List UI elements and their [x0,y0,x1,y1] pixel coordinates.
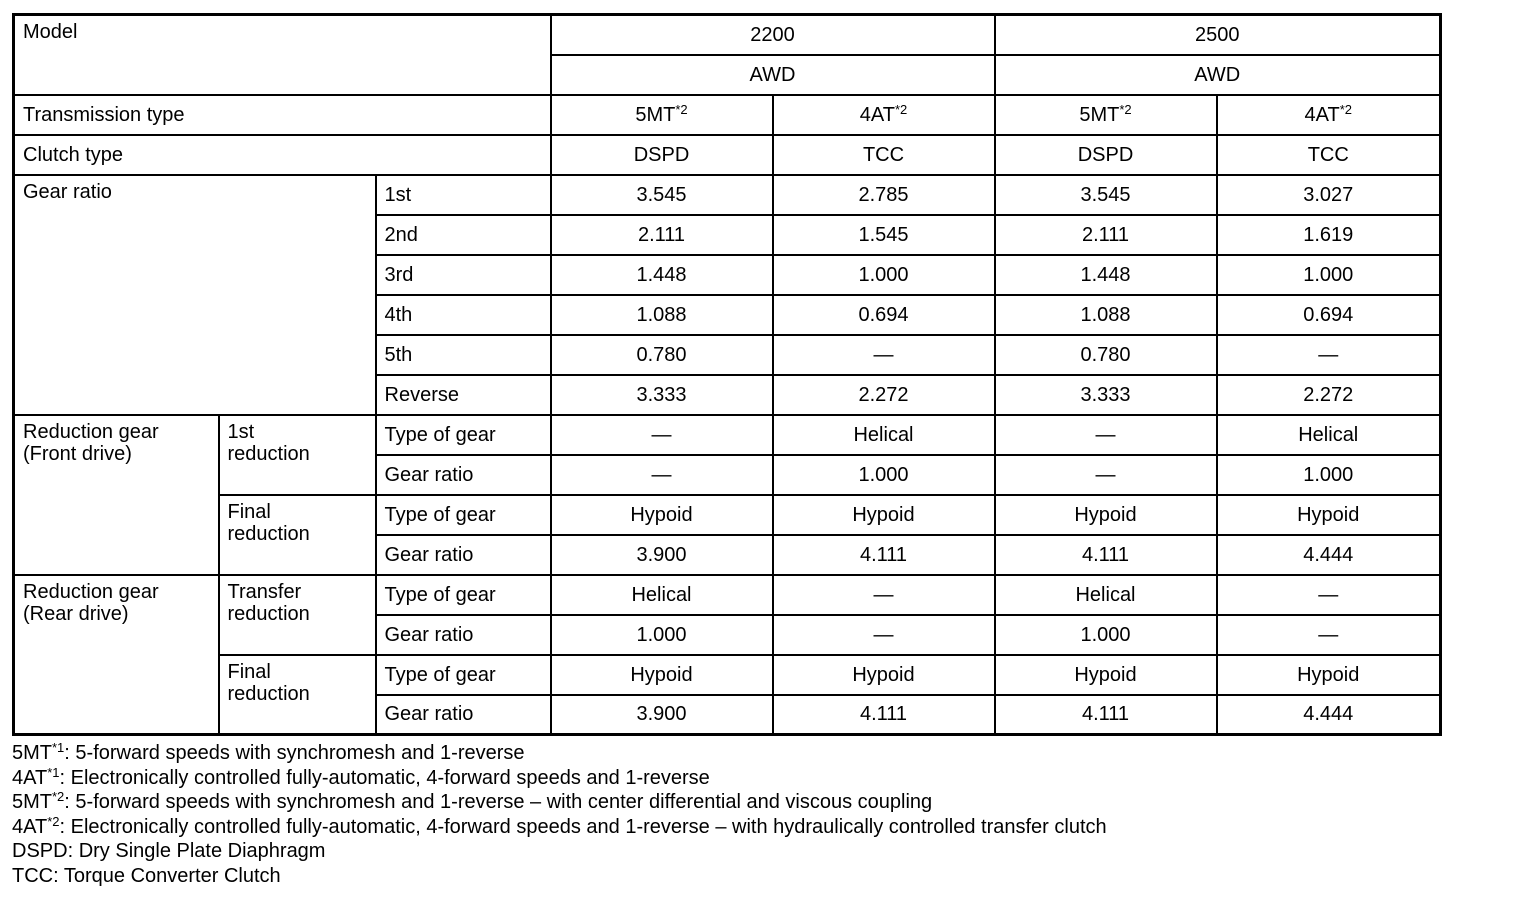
clutch-type-value: DSPD [551,135,773,175]
footnotes [12,741,1107,889]
parameter-label: Type of gear [376,655,551,695]
front-reduction-stage-label [219,495,376,575]
footnote-term: TCC [12,864,54,887]
front-reduction-value: 1.000 [1217,455,1441,495]
front-reduction-value: — [551,455,773,495]
footnote-term: 4AT [12,815,48,838]
label-line: Final [227,500,271,523]
rear-reduction-gear-label [14,575,219,735]
gear-ratio-value: 1.000 [1217,255,1441,295]
gear-ratio-value: 2.111 [995,215,1217,255]
footnote-marker: *1 [52,740,65,755]
gear-label: 2nd [376,215,551,255]
front-reduction-value: 1.000 [773,455,995,495]
model-label-cell: Model [14,15,551,95]
rear-reduction-value: 1.000 [995,615,1217,655]
gear-ratio-value: 3.333 [995,375,1217,415]
footnote-text: : Torque Converter Clutch [53,864,281,887]
rear-reduction-value: 3.900 [551,695,773,735]
model-2500-cell: 2500 [995,15,1441,55]
rear-reduction-value: 1.000 [551,615,773,655]
parameter-label: Type of gear [376,415,551,455]
front-reduction-gear-label [14,415,219,575]
parameter-label: Type of gear [376,575,551,615]
front-reduction-value: — [995,455,1217,495]
footnote-term: DSPD [12,840,68,863]
gear-ratio-value: 0.780 [995,335,1217,375]
parameter-label: Gear ratio [376,455,551,495]
gear-ratio-value: — [1217,335,1441,375]
label-line: (Rear drive) [23,602,129,625]
label-line: reduction [227,682,310,705]
gear-ratio-row [14,175,1441,215]
label-line: (Front drive) [23,442,132,465]
rear-reduction-value: Hypoid [1217,655,1441,695]
header-row-model [14,15,1441,55]
drive-2200-cell: AWD [551,55,995,95]
footnote-term: 5MT [12,791,52,814]
front-reduction-value: Hypoid [773,495,995,535]
rear-reduction-value: 4.111 [995,695,1217,735]
label-line: reduction [227,522,310,545]
gear-ratio-value: 2.785 [773,175,995,215]
front-reduction-row [14,415,1441,455]
front-reduction-row [14,495,1441,535]
clutch-type-value: TCC [1217,135,1441,175]
footnote-marker: *2 [52,789,65,805]
gear-ratio-value: 1.448 [995,255,1217,295]
clutch-type-row [14,135,1441,175]
parameter-label: Type of gear [376,495,551,535]
gear-label: 4th [376,295,551,335]
gear-ratio-value: 3.027 [1217,175,1441,215]
footnote-line [12,839,1107,864]
gear-label: 3rd [376,255,551,295]
footnote-text: : Electronically controlled fully-automatic, 4-forward speeds and 1-reverse [59,766,710,789]
rear-reduction-row [14,655,1441,695]
label-line: reduction [227,442,310,465]
rear-reduction-value: Helical [551,575,773,615]
gear-ratio-value: 0.780 [551,335,773,375]
label-line: Transfer [227,580,302,603]
footnote-text: : 5-forward speeds with synchromesh and 1-reverse – with center differential and viscous coupling [64,791,933,814]
gear-ratio-value: 0.694 [773,295,995,335]
rear-reduction-value: 4.111 [773,695,995,735]
parameter-label: Gear ratio [376,615,551,655]
model-2200-cell: 2200 [551,15,995,55]
clutch-type-label: Clutch type [14,135,551,175]
rear-reduction-value: — [1217,615,1441,655]
front-reduction-value: 3.900 [551,535,773,575]
transmission-type-value: 5MT$^{*2}$ [551,95,773,135]
table-body [14,15,1441,735]
clutch-type-value: TCC [773,135,995,175]
front-reduction-value: 4.444 [1217,535,1441,575]
front-reduction-value: Hypoid [1217,495,1441,535]
footnote-line [12,766,1107,791]
gear-ratio-value: 3.545 [995,175,1217,215]
label-line: Reduction gear [23,580,159,603]
footnote-line [12,741,1107,766]
front-reduction-value: Hypoid [995,495,1217,535]
gear-ratio-value: 2.111 [551,215,773,255]
rear-reduction-value: Helical [995,575,1217,615]
gear-ratio-value: 1.088 [551,295,773,335]
label-line: Reduction gear [23,420,159,443]
transmission-type-value: 5MT$^{*2}$ [995,95,1217,135]
front-reduction-stage-label [219,415,376,495]
footnote-text: : Electronically controlled fully-automatic, 4-forward speeds and 1-reverse – with hydraulically controlled transfer clutch [59,815,1107,838]
gear-ratio-value: 1.448 [551,255,773,295]
footnote-line [12,815,1107,840]
gear-ratio-value: 1.619 [1217,215,1441,255]
label-line: 1st [227,420,255,443]
rear-reduction-value: — [773,575,995,615]
footnote-marker: *2 [47,813,60,829]
rear-reduction-value: — [1217,575,1441,615]
clutch-type-value: DSPD [995,135,1217,175]
transmission-type-value: 4AT$^{*2}$ [1217,95,1441,135]
rear-reduction-value: Hypoid [773,655,995,695]
transmission-type-label: Transmission type [14,95,551,135]
front-reduction-value: 4.111 [995,535,1217,575]
gear-ratio-value: 1.088 [995,295,1217,335]
footnote-text: : Dry Single Plate Diaphragm [67,840,326,863]
gear-ratio-value: 1.000 [773,255,995,295]
front-reduction-value: Helical [1217,415,1441,455]
transmission-type-row [14,95,1441,135]
front-reduction-value: Hypoid [551,495,773,535]
gear-ratio-label: Gear ratio [14,175,376,415]
gear-ratio-value: 3.333 [551,375,773,415]
footnote-term: 4AT [12,766,48,789]
gear-ratio-value: 2.272 [1217,375,1441,415]
rear-reduction-value: — [773,615,995,655]
gear-label: 5th [376,335,551,375]
parameter-label: Gear ratio [376,535,551,575]
footnote-line [12,864,1107,889]
transmission-type-value: 4AT$^{*2}$ [773,95,995,135]
footnote-text: : 5-forward speeds with synchromesh and 1-reverse [64,742,525,764]
rear-reduction-value: 4.444 [1217,695,1441,735]
front-reduction-value: Helical [773,415,995,455]
front-reduction-value: — [995,415,1217,455]
gear-ratio-value: 0.694 [1217,295,1441,335]
rear-reduction-row [14,575,1441,615]
footnote-line [12,790,1107,815]
gear-ratio-value: 1.545 [773,215,995,255]
label-line: reduction [227,602,310,625]
rear-reduction-stage-label [219,575,376,655]
footnote-marker: *1 [47,764,60,780]
gear-ratio-value: 3.545 [551,175,773,215]
specification-table [12,13,1442,736]
gear-ratio-value: — [773,335,995,375]
rear-reduction-value: Hypoid [551,655,773,695]
front-reduction-value: — [551,415,773,455]
gear-label: Reverse [376,375,551,415]
rear-reduction-stage-label [219,655,376,735]
front-reduction-value: 4.111 [773,535,995,575]
gear-ratio-value: 2.272 [773,375,995,415]
rear-reduction-value: Hypoid [995,655,1217,695]
footnote-term: 5MT [12,742,52,764]
gear-label: 1st [376,175,551,215]
parameter-label: Gear ratio [376,695,551,735]
drive-2500-cell: AWD [995,55,1441,95]
label-line: Final [227,660,271,683]
